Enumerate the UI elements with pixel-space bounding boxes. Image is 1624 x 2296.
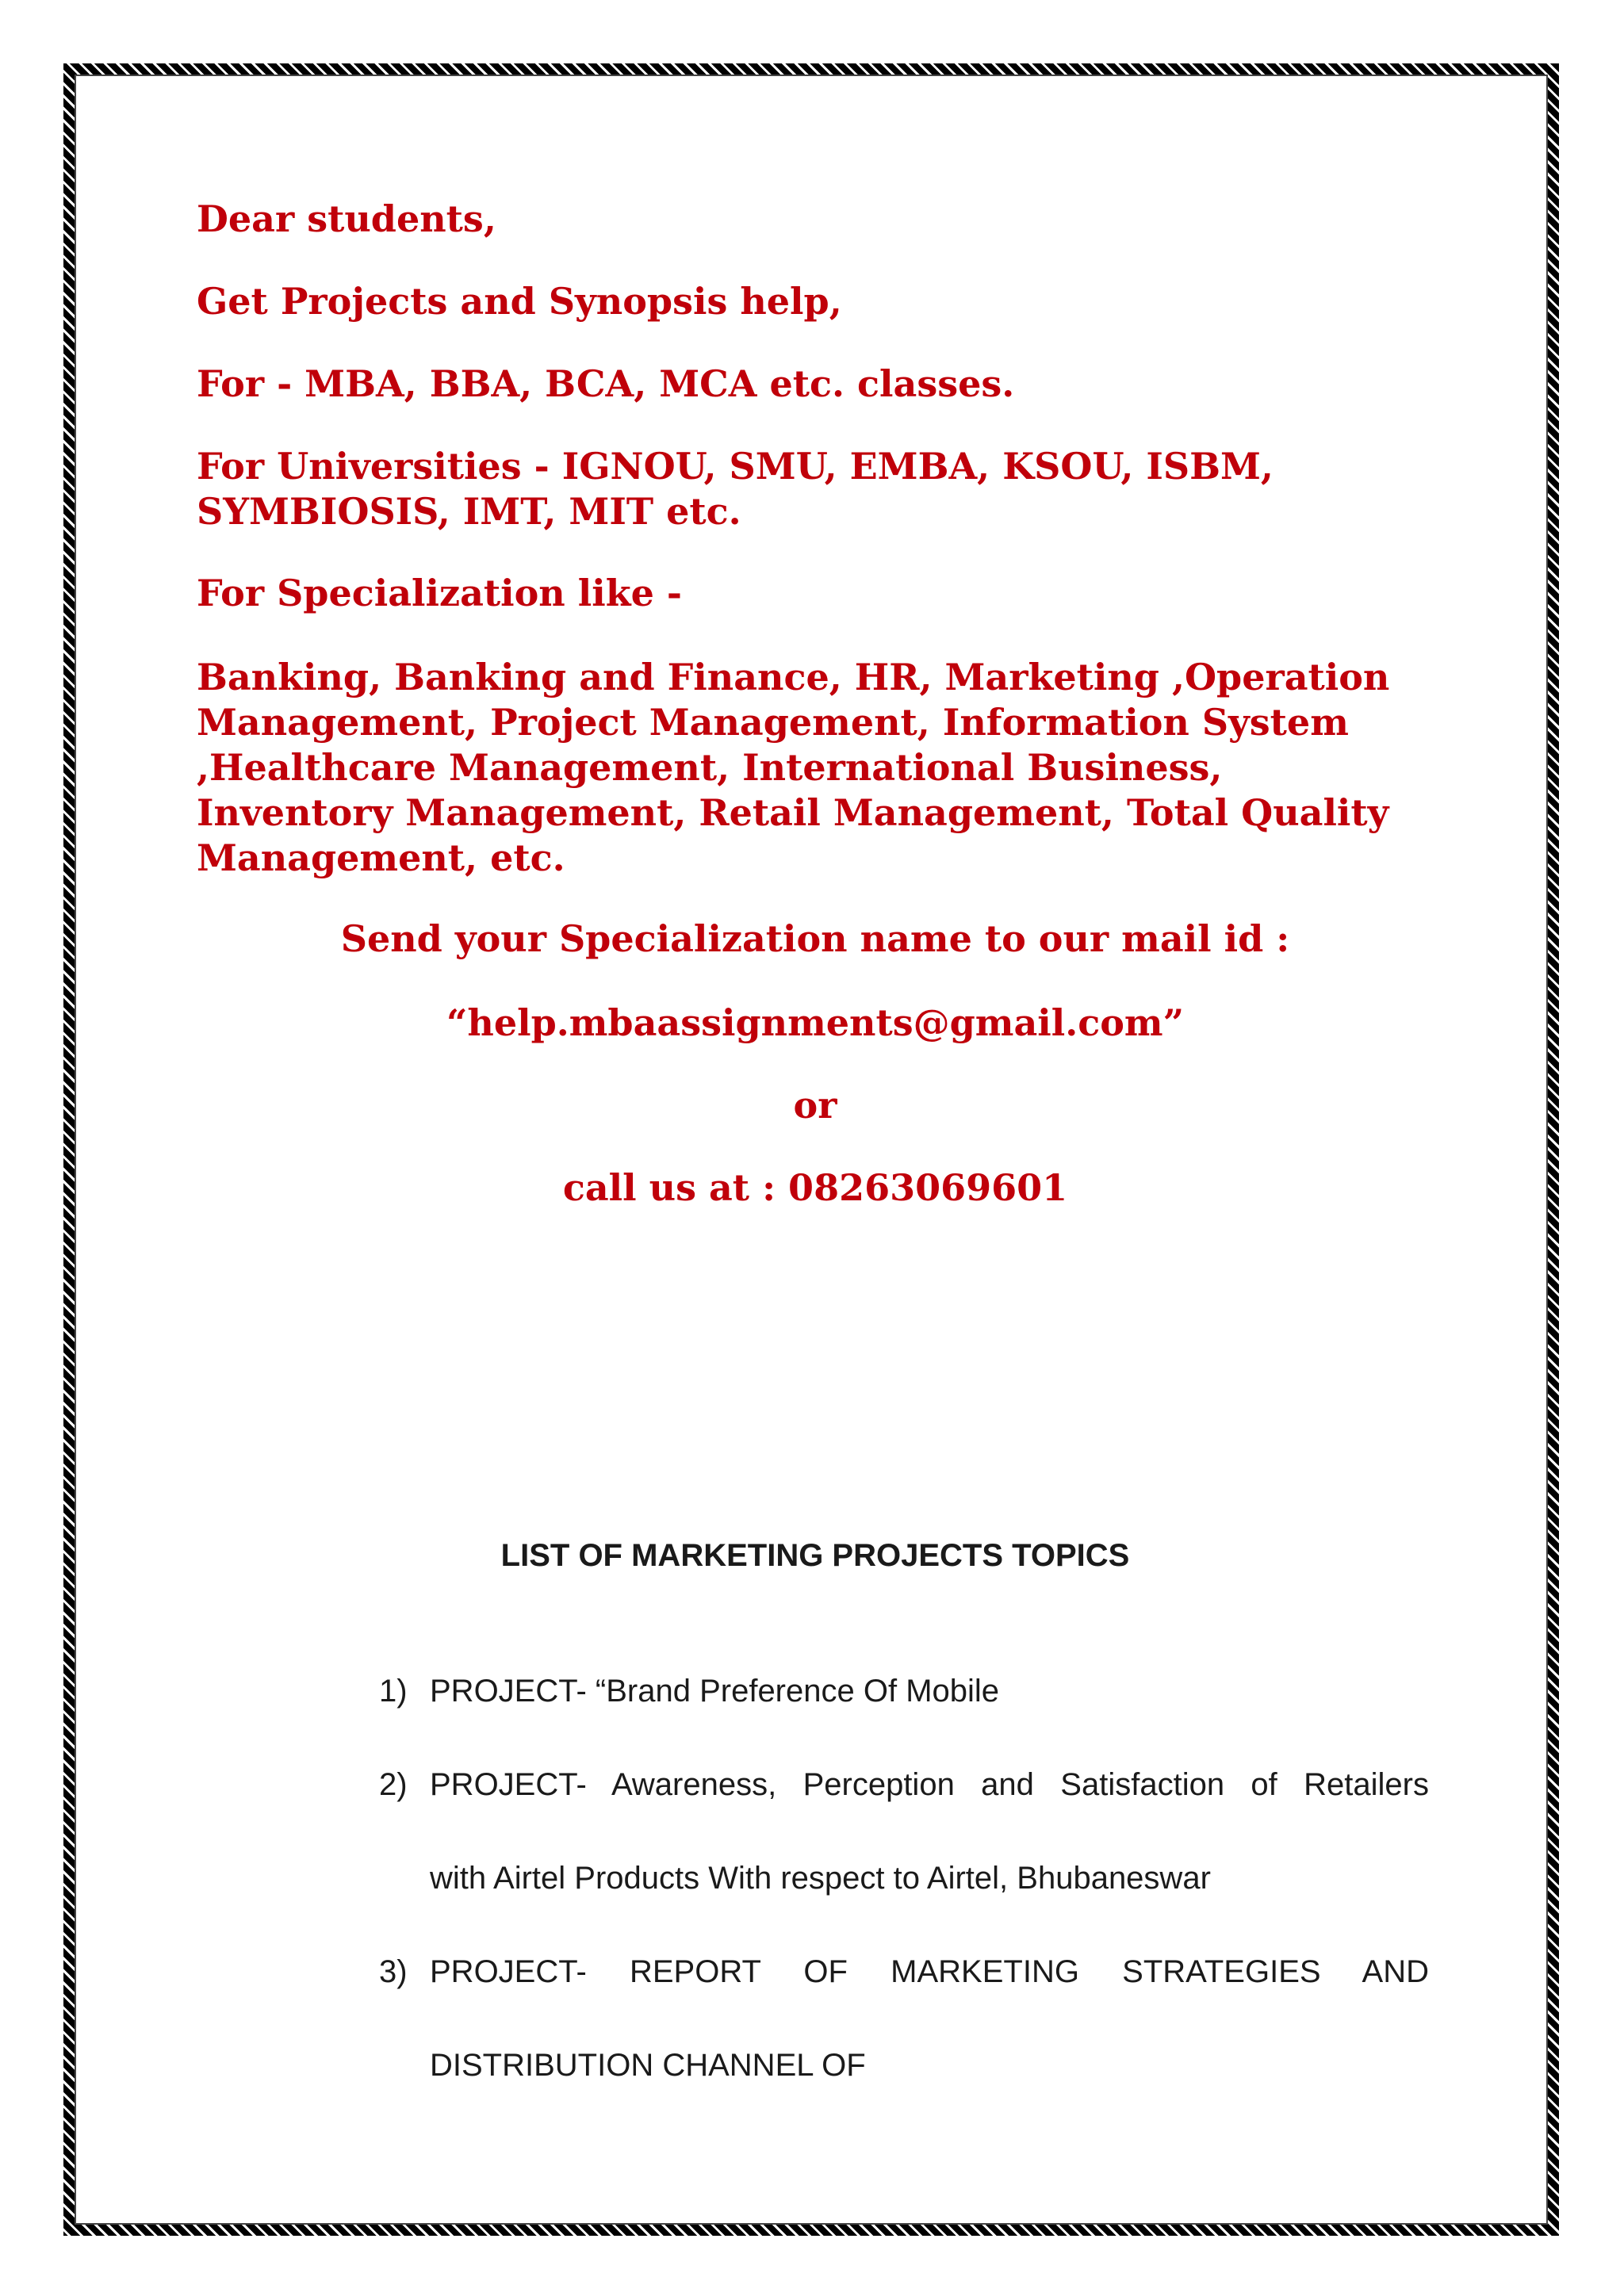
specialization-intro: For Specialization like - (197, 572, 682, 614)
projects-help-line: Get Projects and Synopsis help, (197, 280, 842, 323)
greeting: Dear students, (197, 197, 496, 240)
list-item (379, 1644, 1429, 1738)
list-item (379, 1738, 1429, 1925)
list-item-text: PROJECT- Awareness, Perception and Satisfaction of Retailers (430, 1767, 1429, 1802)
list-number: 2) (379, 1767, 408, 1802)
list-item (379, 1925, 1429, 2112)
email-address[interactable]: “help.mbaassignments@gmail.com” (446, 1001, 1185, 1044)
list-item-text-continued: DISTRIBUTION CHANNEL OF (430, 2048, 866, 2083)
list-number: 1) (379, 1674, 408, 1709)
phone-line[interactable]: call us at : 08263069601 (562, 1166, 1068, 1209)
list-item-text: PROJECT- REPORT OF MARKETING STRATEGIES AND (430, 1954, 1429, 1989)
universities-line: For Universities - IGNOU, SMU, EMBA, KSOU, ISBM, SYMBIOSIS, IMT, MIT etc. (197, 445, 1274, 533)
send-instruction: Send your Specialization name to our mail id : (340, 917, 1290, 960)
specializations-list: Banking, Banking and Finance, HR, Marketing ,Operation Management, Project Management, Information System ,Healthcare Management, International Business, Inventory Management, Retail Management, Total Quality Management, etc. (197, 656, 1390, 879)
list-title: LIST OF MARKETING PROJECTS TOPICS (500, 1538, 1130, 1573)
list-item-text-continued: with Airtel Products With respect to Airtel, Bhubaneswar (430, 1861, 1211, 1896)
list-item-text: PROJECT- “Brand Preference Of Mobile (430, 1674, 1000, 1709)
or-separator: or (793, 1084, 837, 1127)
list-number: 3) (379, 1954, 408, 1989)
classes-line: For - MBA, BBA, BCA, MCA etc. classes. (197, 362, 1015, 405)
